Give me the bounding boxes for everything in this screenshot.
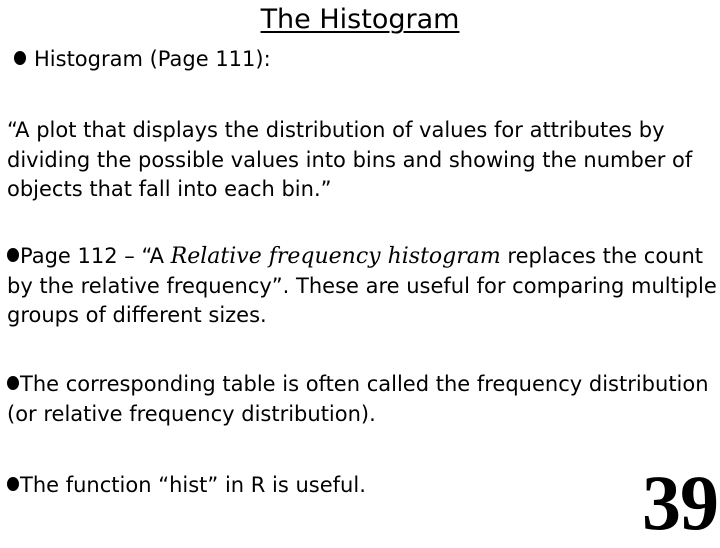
bullet-text: The corresponding table is often called the frequency distribution (or relative frequency distribution). xyxy=(7,372,709,426)
bullet-text: The function “hist” in R is useful. xyxy=(20,473,366,497)
bullet-frequency-table xyxy=(7,370,717,429)
relative-suffix-text: replaces the count by the relative frequency”. These are useful for comparing multiple groups of different sizes. xyxy=(7,244,717,327)
bullet-dot-icon xyxy=(14,51,26,65)
bullet-dot-icon xyxy=(7,477,19,491)
page-number: 39 xyxy=(642,459,718,546)
bullet-histogram-reference xyxy=(14,45,271,73)
relative-prefix-text: Page 112 – “A xyxy=(20,244,171,268)
bullet-dot-icon xyxy=(7,248,19,262)
slide-title: The Histogram xyxy=(260,4,460,35)
relative-emphasis-text: Relative frequency histogram xyxy=(170,244,501,269)
histogram-definition-quote: “A plot that displays the distribution of values for attributes by dividing the possible values into bins and showing the number of objects that fall into each bin.” xyxy=(7,118,693,201)
bullet-relative-frequency xyxy=(7,242,717,331)
bullet-dot-icon xyxy=(7,376,19,390)
bullet-hist-function xyxy=(7,471,717,501)
bullet-text: Histogram (Page 111): xyxy=(34,47,271,71)
